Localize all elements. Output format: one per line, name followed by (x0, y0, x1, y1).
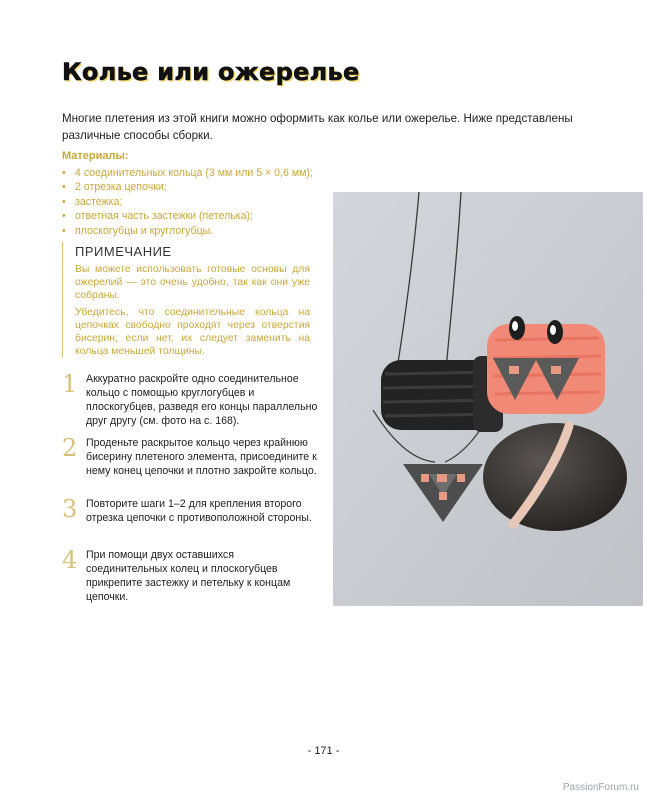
step-1 (62, 372, 317, 432)
note-paragraph: Вы можете использовать готовые основы для ожерелий — это очень удобно, так как они уже собраны. (75, 264, 310, 301)
watermark: PassionForum.ru (562, 782, 639, 793)
step-number: 3 (62, 495, 78, 523)
product-photo (333, 192, 643, 606)
materials-item: • застежка; (62, 195, 313, 209)
product-photo-illustration (333, 192, 643, 606)
striped-stone (483, 423, 627, 531)
step-2 (62, 436, 317, 486)
black-wrapped-pendant (381, 356, 503, 432)
materials-item: • 4 соединительных кольца (3 мм или 5 × 0,6 мм); (62, 166, 313, 180)
materials-item: • плоскогубцы и круглогубцы. (62, 224, 313, 238)
note-heading: ПРИМЕЧАНИЕ (75, 244, 172, 259)
step-number: 2 (62, 434, 78, 462)
materials-heading: Материалы: (62, 150, 129, 162)
materials-item: • 2 отрезка цепочки; (62, 180, 313, 194)
step-3 (62, 497, 317, 541)
step-text: Повторите шаги 1–2 для крепления второго отрезка цепочки с противоположной стороны. (86, 498, 312, 524)
materials-item: • ответная часть застежки (петелька); (62, 209, 313, 223)
step-text: Аккуратно раскройте одно соединительное кольцо с помощью круглогубцев и плоскогубцев, разведя его концы параллельно друг другу (см. фото на с. 168). (86, 373, 318, 427)
step-number: 4 (62, 546, 78, 574)
page-number: - 171 - (307, 745, 340, 757)
step-text: При помощи двух оставшихся соединительных колец и плоскогубцев прикрепите застежку и петельку к концам цепочки. (86, 549, 291, 603)
step-text: Проденьте раскрытое кольцо через крайнюю бисерину плетеного элемента, присоедините к нему конец цепочки и плотно закройте кольцо. (86, 437, 317, 477)
step-number: 1 (62, 370, 78, 398)
page-title: Колье или ожерелье (62, 58, 360, 86)
note-box (62, 242, 310, 357)
coral-earrings (487, 316, 605, 414)
note-paragraph: Убедитесь, что соединительные кольца на цепочках свободно проходят через отверстия бисерин; если нет, их следует заменить на кольца меньшей толщины. (75, 307, 310, 357)
intro-paragraph: Многие плетения из этой книги можно оформить как колье или ожерелье. Ниже представлены различные способы сборки. (62, 112, 573, 142)
materials-list (62, 166, 313, 238)
step-4 (62, 546, 317, 603)
